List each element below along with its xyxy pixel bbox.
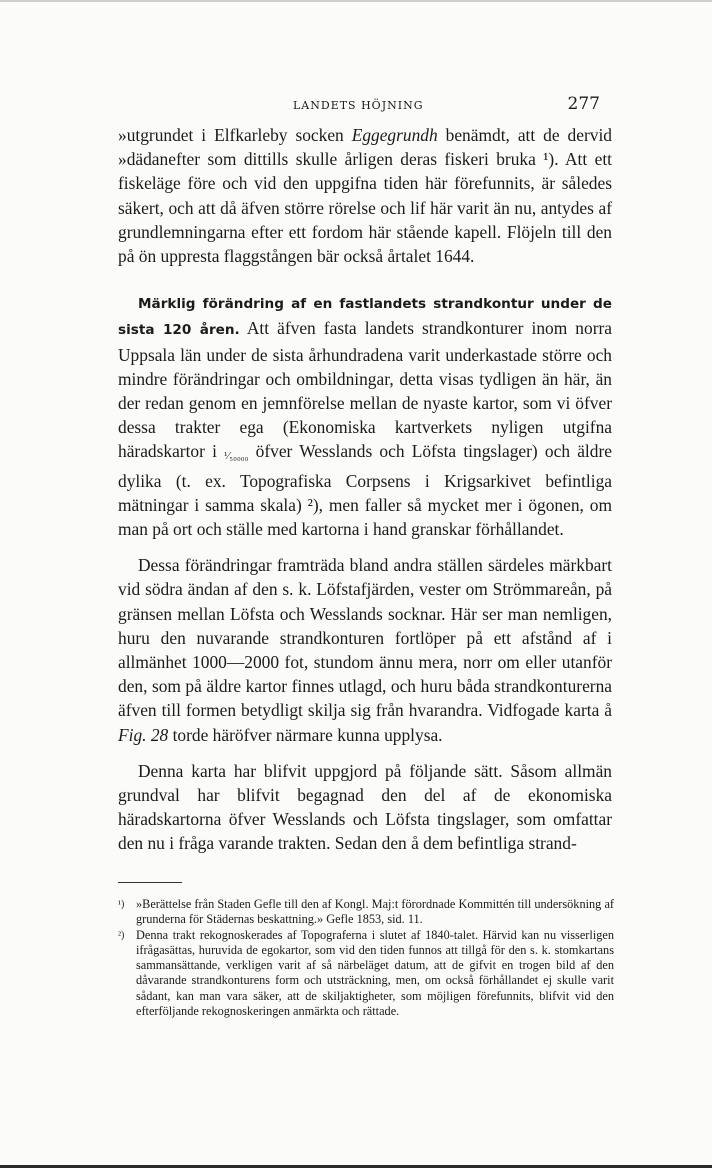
paragraph-gap: [118, 541, 612, 553]
paragraph-4: Denna karta har blifvit uppgjord på följande sätt. Såsom allmän grundval har blifvit begagnad den del af de ekonomiska häradskartorna öfver Wesslands och Löfsta tingslager, som omfattar den nu i fråga varande trakten. Sedan den å dem befintliga strand-: [118, 760, 612, 854]
footnote-1-mark: ¹): [118, 899, 125, 910]
paragraph-2-text-b: öfver Wesslands och Löfsta tingslager) och äldre dylika (t. ex. Topografiska Corpsens i Krigsarkivet befintliga mätningar i samma skala) ²), men faller så mycket mer i ögonen, om man på ort och ställe med kartorna i hand granskar förhållandet.: [118, 441, 612, 540]
paragraph-1-text-b: benämdt, att de dervid »dädanefter som dittills skulle årligen deras fiskeri bruka ¹). Att ett fiskeläge före och vid den uppgifna tiden här förefunnits, är således säkert, och att då äfven större rörelse och lif här varit än nu, antydes af grundlemningarna efter ett fordom här stående kapell. Flöjeln till den på ön uppresta flaggstången bär också årtalet 1644.: [118, 125, 612, 267]
figure-reference: Fig. 28: [118, 724, 169, 745]
paragraph-2: [118, 290, 612, 541]
footnote-2-mark: ²): [118, 929, 125, 941]
footnote-2-text: Denna trakt rekognoskerades af Topograferna i slutet af 1840-talet. Härvid kan nu visserligen ifrågasättas, huruvida de egokartor, som vid den tiden funnos att tillgå för den s. k. stomkartans sammansättande, verkligen varit af så närbeläget datum, att de gifvit en trogen bild af den dåvarande strandkonturens form och utsträckning, men, om också förhållandet ej skulle varit sådant, kan man vara säker, att de skiljaktigheter, som möjligen förefunnits, blifvit vid den efterföljande rekognoskeringen anmärkta och rättade.: [136, 927, 614, 1019]
page-top-edge: [0, 0, 712, 2]
paragraph-3: [118, 553, 612, 747]
page-header: [118, 94, 600, 122]
section-gap: [118, 268, 612, 290]
paragraph-2-text-a: Att äfven fasta landets strandkonturer inom norra Uppsala län under de sista århundradena varit underkastade större och mindre förändringar och ombildningar, detta visas tydligen än här, än der redan genom en jemnförelse mellan de nyaste kartor, som vi öfver dessa trakter ega (Ekonomiska kartverkets nyligen utgifna häradskartor i: [118, 318, 612, 462]
paragraph-1: [118, 123, 612, 268]
place-name-italic: Eggegrundh: [351, 125, 438, 145]
footnote-1: [118, 897, 614, 928]
paragraph-3-text-b: torde häröfver närmare kunna upplysa.: [168, 724, 443, 745]
footnote-2: [118, 928, 614, 1020]
paragraph-1-text-a: »utgrundet i Elfkarleby socken: [118, 125, 352, 145]
footnote-1-text: »Berättelse från Staden Gefle till den af Kongl. Maj:t förordnade Kommittén till undersökning af grunderna för Städernas beskattning.» Gefle 1853, sid. 11.: [136, 897, 614, 927]
footnotes: [118, 897, 614, 1019]
paragraph-3-text-a: Dessa förändringar framträda bland andra ställen särdeles märkbart vid södra ändan af den s. k. Löfstafjärden, vester om Strömmareån, på gränsen mellan Löfsta och Wesslands socknar. Här ser man nemligen, huru den nuvarande strandkonturen fortlöper på ett afstånd af i allmänhet 1000—2000 fot, stundom ännu mera, norr om eller utanför den, som på äldre kartor finnes utlagd, och huru båda strandkonturerna äfven till formen betydligt skilja sig från hvarandra. Vidfogade karta å: [118, 555, 612, 721]
running-title: LANDETS HÖJNING: [293, 99, 424, 112]
body-text: [118, 123, 612, 856]
paragraph-gap: [118, 747, 612, 759]
map-scale-fraction: ¹⁄₅₀₀₀₀: [224, 450, 249, 463]
section-heading: Märklig förändring af en fastlandets strandkontur under de sista 120 åren.: [118, 296, 612, 339]
page-number: 277: [567, 94, 600, 114]
footnote-rule: [118, 882, 182, 883]
